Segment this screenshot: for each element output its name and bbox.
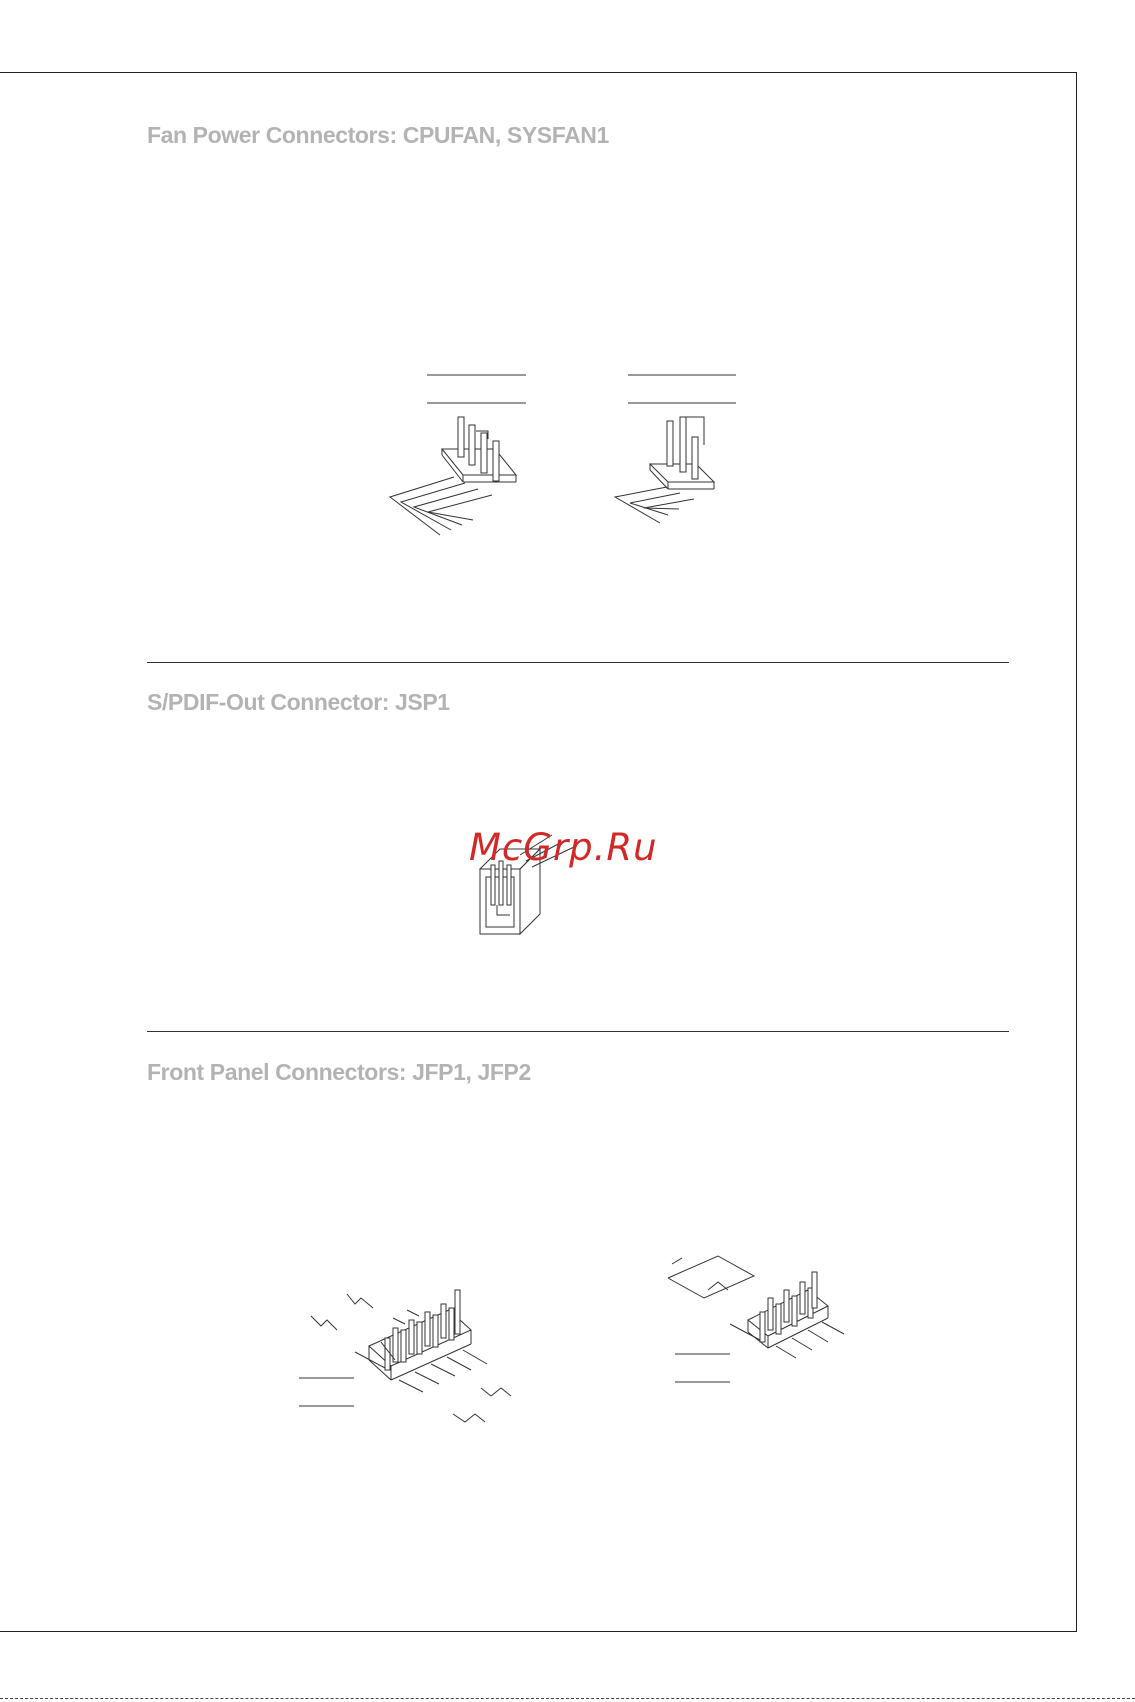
watermark: McGrp.Ru	[469, 826, 658, 869]
section-title-spdif-out: S/PDIF-Out Connector: JSP1	[147, 689, 450, 715]
jfp1-connector-diagram	[295, 1280, 535, 1430]
section-title-fan-power: Fan Power Connectors: CPUFAN, SYSFAN1	[147, 122, 609, 148]
section-divider	[147, 1031, 1009, 1032]
section-divider	[147, 662, 1009, 663]
page-footer-line	[0, 1698, 1135, 1699]
sysfan1-connector-diagram	[610, 365, 760, 535]
section-title-front-panel: Front Panel Connectors: JFP1, JFP2	[147, 1059, 531, 1085]
cpufan-connector-diagram	[380, 365, 530, 535]
jfp2-connector-diagram	[660, 1250, 860, 1380]
